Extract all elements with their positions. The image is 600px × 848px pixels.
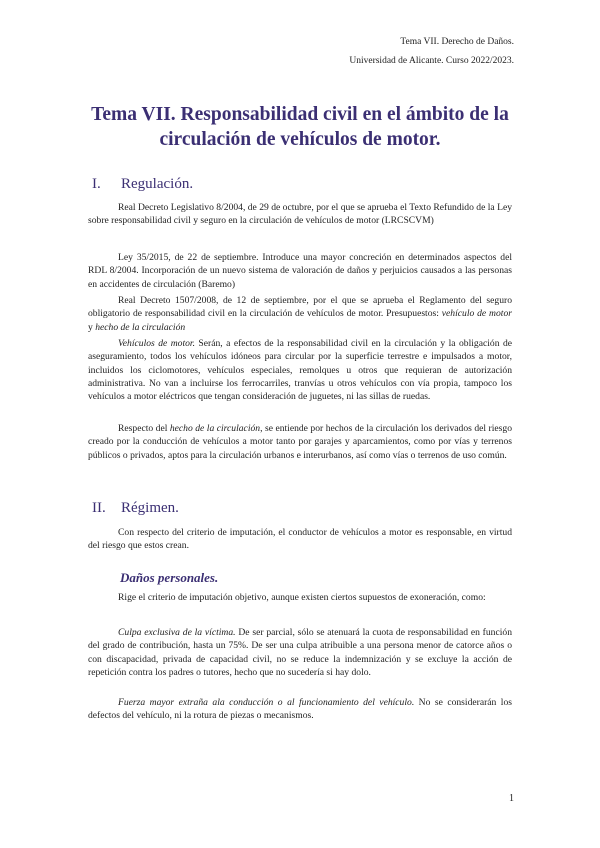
paragraph-ley-35-2015: Ley 35/2015, de 22 de septiembre. Introduce una mayor concreción en determinados aspectos del RDL 8/2004. Incorporación de un nuevo sistema de valoración de daños y perjuicios causados a las personas en accidentes de circulación (Baremo) bbox=[88, 252, 512, 290]
paragraph-text: Real Decreto 1507/2008, de 12 de septiembre, por el que se aprueba el Reglamento del seguro obligatorio de responsabilidad civil en la circulación de vehículos de motor. Presupuestos: bbox=[88, 295, 512, 320]
section-number: I. bbox=[92, 176, 101, 192]
paragraph-criterio-imputacion: Con respecto del criterio de imputación, el conductor de vehículos a motor es responsable, en virtud del riesgo que estos crean. bbox=[88, 527, 512, 552]
paragraph-fuerza-mayor bbox=[88, 696, 512, 723]
emphasis-vehiculos-de-motor: Vehículos de motor. bbox=[118, 338, 195, 349]
paragraph-imputacion-objetivo: Rige el criterio de imputación objetivo, aunque existen ciertos supuestos de exoneración, como: bbox=[118, 592, 486, 603]
paragraph-hecho-circulacion bbox=[88, 422, 512, 462]
running-header-course: Tema VII. Derecho de Daños. bbox=[400, 37, 514, 47]
paragraph-text: y bbox=[88, 321, 96, 333]
section-heading-regimen bbox=[92, 500, 179, 517]
emphasis-hecho-circulacion: hecho de la circulación bbox=[95, 321, 186, 333]
paragraph-text: , se entiende por hechos de la circulación los derivados del riesgo creado por la conducción de vehículos a motor tanto por garajes y aparcamientos, como por vías y terrenos públicos o privados, aptos para la circulación urbanos e interurbanos, así como vías o terrenos de uso común. bbox=[88, 423, 512, 461]
paragraph-text: Respecto del bbox=[118, 423, 170, 434]
paragraph-rdl-8-2004: Real Decreto Legislativo 8/2004, de 29 de octubre, por el que se aprueba el Texto Refundido de la Ley sobre responsabilidad civil y seguro en la circulación de vehículos de motor (LRCSCVM) bbox=[88, 202, 512, 227]
section-number: II. bbox=[92, 500, 106, 516]
paragraph-culpa-exclusiva bbox=[88, 626, 512, 679]
section-title: Régimen. bbox=[121, 500, 179, 516]
running-header-university: Universidad de Alicante. Curso 2022/2023. bbox=[349, 56, 514, 66]
paragraph-vehiculos-de-motor bbox=[88, 337, 512, 403]
page-title: Tema VII. Responsabilidad civil en el ámbito de la circulación de vehículos de motor. bbox=[91, 104, 509, 150]
paragraph-text: De ser parcial, sólo se atenuará la cuota de responsabilidad en función del grado de contribución, hasta un 75%. De ser una culpa atribuible a una persona menor de catorce años o con discapacidad, privada de capacidad civil, no se reduce la indemnización y se excluye la acción de repetición contra los padres o tutores, hecho que no sucedería si hay dolo. bbox=[88, 627, 512, 678]
emphasis-hecho-de-la-circulacion: hecho de la circulación bbox=[169, 423, 261, 434]
section-heading-regulacion bbox=[92, 176, 193, 193]
paragraph-rd-1507-2008 bbox=[88, 294, 512, 334]
section-title: Regulación. bbox=[121, 176, 194, 192]
paragraph-text: No se considerarán los defectos del vehículo, ni la rotura de piezas o mecanismos. bbox=[88, 697, 512, 722]
emphasis-vehiculo-de-motor: vehículo de motor bbox=[441, 308, 512, 320]
subsection-heading-danos-personales: Daños personales. bbox=[120, 570, 219, 585]
emphasis-fuerza-mayor: Fuerza mayor extraña ala conducción o al funcionamiento del vehículo. bbox=[118, 697, 415, 708]
emphasis-culpa-exclusiva: Culpa exclusiva de la víctima. bbox=[118, 627, 236, 638]
page-number: 1 bbox=[509, 793, 514, 804]
paragraph-text: Serán, a efectos de la responsabilidad civil en la circulación y la obligación de aseguramiento, todos los vehículos idóneos para circular por la superficie terrestre e impulsados a motor, incluidos los ciclomotores, vehículos especiales, remolques u otros que requieran de autorización administrativa. No van a incluirse los ferrocarriles, tranvías u otros vehículos con vía propia, tampoco los vehículos a motor eléctricos que tengan consideración de juguetes, ni las sillas de ruedas. bbox=[88, 338, 513, 403]
